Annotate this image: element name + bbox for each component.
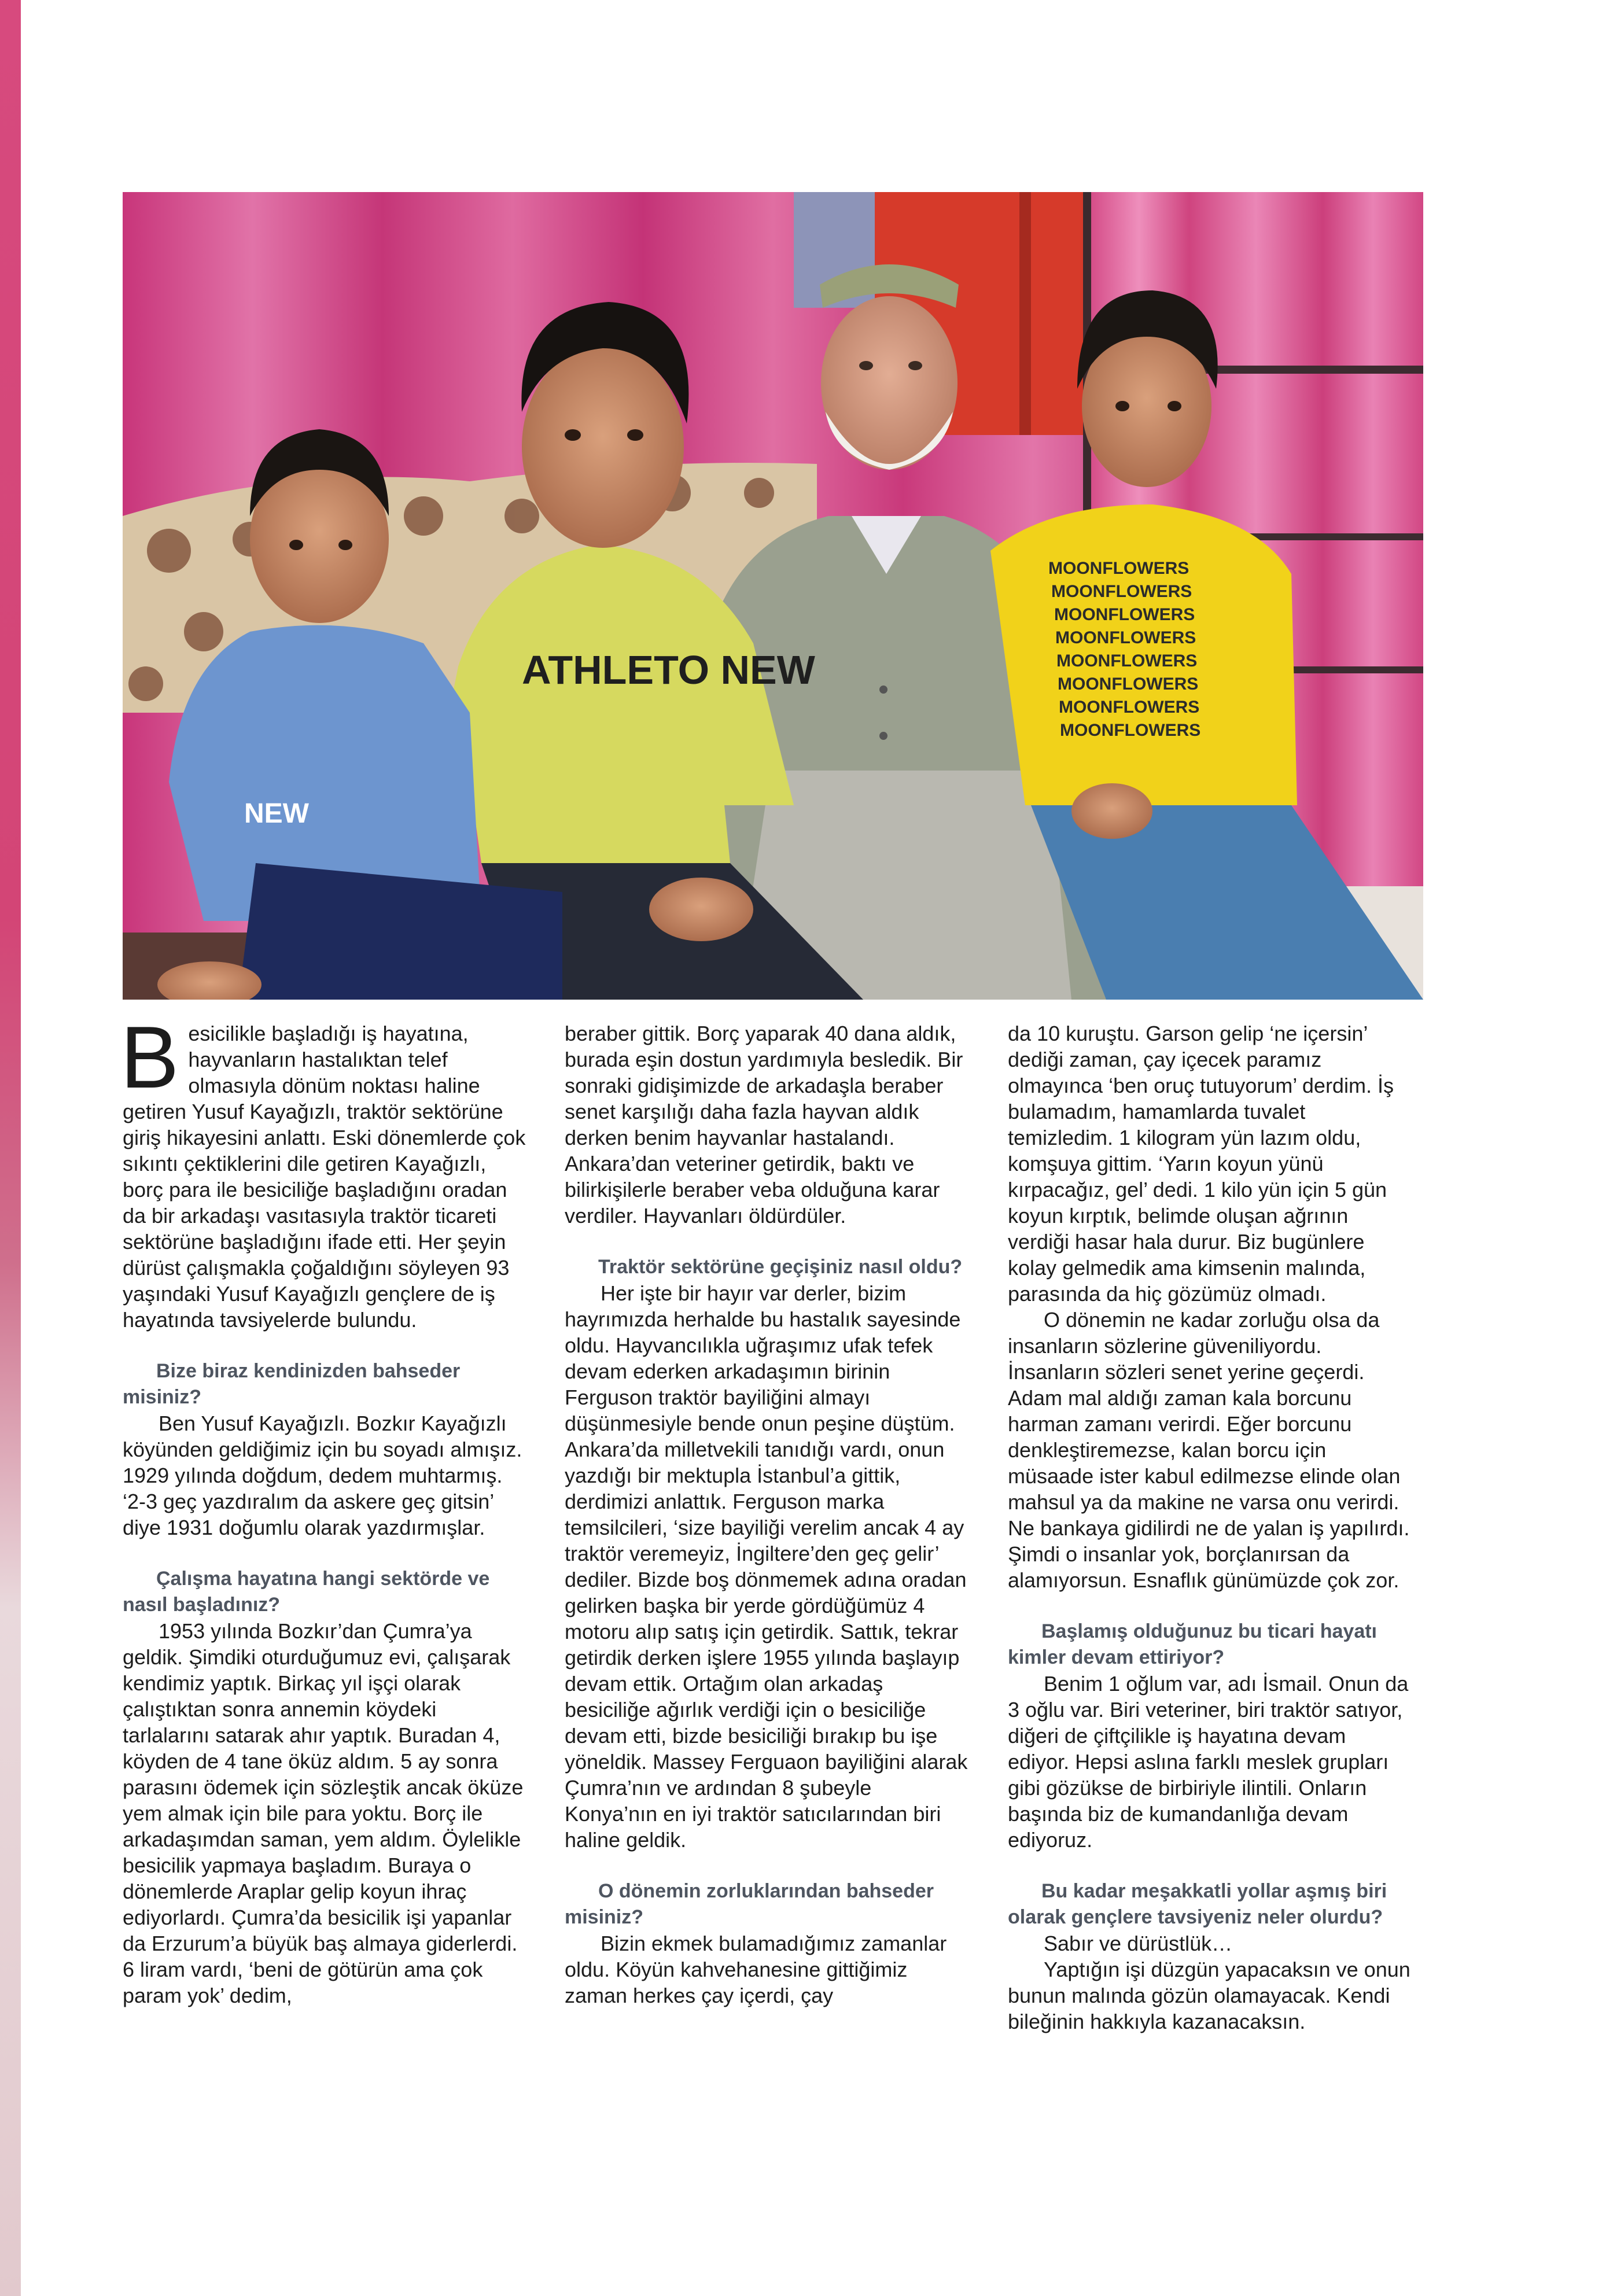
article-photo — [123, 192, 1423, 1000]
intro-paragraph — [120, 1008, 528, 1333]
answer-6-part-2: Yaptığın işi düzgün yapacaksın ve onun bunun malında gözün olamayacak. Kendi bileğinin hakkıyla kazanacaksın. — [1008, 1958, 1411, 2033]
answer-3: Her işte bir hayır var derler, bizim hayrımızda herhalde bu hastalık sayesinde oldu. Hayvancılıkla uğraşımız ufak tefek devam ederken arkadaşımın birinin Ferguson traktör bayiliğini almayı düşünmesiyle bende onun peşine düştüm. Ankara’da milletvekili tanıdığı vardı, onun yazdığı bir mektupla İstanbul’a gittik, derdimizi anlattık. Ferguson marka temsilcileri, ‘size bayiliği verelim ancak 4 ay traktör veremeyiz, İngiltere’den geç gelir’ dediler. Bizde boş dönmemek adına oradan gelirken başka bir yerde gördüğümüz 4 motoru alıp satış için getirdik. Sattık, tekrar getirdik derken işlere 1955 yılında başlayıp devam ettik. Ortağım olan arkadaş besiciliğe ağırlık verdiği için o besiciliğe devam etti, bizde besiciliği bırakıp bu işe yöneldik. Massey Ferguaon bayiliğini alarak Çumra’nın ve ardından 8 şubeyle Konya’nın en iyi traktör satıcılarından biri haline geldik. — [565, 1281, 968, 1852]
answer-2-part-1: 1953 yılında Bozkır’dan Çumra’ya geldik. Şimdiki oturduğumuz evi, çalışarak kendimiz yaptık. Birkaç yıl işçi olarak çalıştıktan sonra annemin köydeki tarlalarını satarak ahır yaptık. Buradan 4, köyden de 4 tane öküz aldım. 5 ay sonra parasını ödemek için sözleştik ancak öküze yem almak için bile para yoktu. Borç ile arkadaşımdan saman, yem aldım. Öylelikle besicilik yapmaya başladım. Buraya o dönemlerde Araplar gelip koyun ihraç ediyorlardı. Çumra’da besicilik işi yapanlar da Erzurum’a büyük baş almaya giderlerdi. 6 liram vardı, ‘beni de götürün ama çok param yok’ dedim, — [123, 1619, 524, 2007]
shirt-right-text-2: MOONFLOWERS — [1051, 582, 1192, 601]
answer-4-part-2: da 10 kuruştu. Garson gelip ‘ne içersin’ dediği zaman, çay içecek paramız olmayınca ‘ben oruç tutuyorum’ derdim. İş bulamadım, hamamlarda tuvalet temizledim. 1 kilogram yün lazım oldu, komşuya gittim. ‘Yarın koyun yünü kırpacağız, gel’ dedi. 1 kilo yün için 5 gün koyun kırptık, belimde oluşan ağrının verdiği hasar hala durur. Biz bugünlere kolay gelmedik ama kimsenin malında, parasında da hiç gözümüz olmadı. — [1008, 1022, 1394, 1306]
shirt-right-text-7: MOONFLOWERS — [1059, 698, 1200, 717]
photo-illustration — [123, 192, 1423, 1000]
question-3: Traktör sektörüne geçişiniz nasıl oldu? — [598, 1256, 963, 1278]
answer-4-part-3: O dönemin ne kadar zorluğu olsa da insanların sözlerine güveniliyordu. İnsanların sözleri senet yerine geçerdi. Adam mal aldığı zaman kala borcunu harman zamanı verirdi. Eğer borcunu denkleştiremezse, kalan borcu için müsaade ister kabul edilmezse elinde olan mahsul ya da makine ne varsa onu verirdi. Ne bankaya gidilirdi ne de yalan iş yapılırdı. Şimdi o insanlar yok, borçlanırsan da alamıyorsun. Esnaflık günümüzde çok zor. — [1008, 1308, 1410, 1592]
answer-5: Benim 1 oğlum var, adı İsmail. Onun da 3 oğlu var. Biri veteriner, biri traktör satıyor, diğeri de çiftçilikle iş hayatına devam ediyor. Hepsi aslına farklı meslek grupları gibi gözükse de birbiriyle ilintili. Onların başında biz de kumandanlığa devam ediyoruz. — [1008, 1672, 1409, 1852]
shirt-right-text-6: MOONFLOWERS — [1058, 675, 1199, 694]
page-edge-left — [0, 0, 21, 2296]
answer-2-part-2: beraber gittik. Borç yaparak 40 dana aldık, burada eşin dostun yardımıyla besledik. Bir sonraki gidişimizde de arkadaşla beraber senet karşılığı daha fazla hayvan aldık derken benim hayvanlar hastalandı. Ankara’dan veteriner getirdik, baktı ve bilirkişilerle beraber veba olduğuna karar verdiler. Hayvanları öldürdüler. — [565, 1022, 963, 1228]
dropcap-letter: B — [120, 1008, 179, 1107]
article-column-1 — [120, 1008, 528, 2008]
shirt-right-text-8: MOONFLOWERS — [1060, 721, 1201, 740]
question-4: O dönemin zorluklarından bahseder misiniz? — [565, 1880, 934, 1928]
answer-6-part-1: Sabır ve dürüstlük… — [1044, 1932, 1233, 1955]
shirt-right-text-5: MOONFLOWERS — [1056, 651, 1198, 670]
question-6: Bu kadar meşakkatli yollar aşmış biri olarak gençlere tavsiyeniz neler olurdu? — [1008, 1880, 1387, 1928]
shirt-right-text-4: MOONFLOWERS — [1055, 628, 1196, 647]
question-2: Çalışma hayatına hangi sektörde ve nasıl başladınız? — [123, 1568, 490, 1616]
answer-4-part-1: Bizin ekmek bulamadığımız zamanlar oldu. Köyün kahvehanesine gittiğimiz zaman herkes çay içerdi, çay — [565, 1932, 947, 2007]
intro-text: esicilikle başladığı iş hayatına, hayvanların hastalıktan telef olmasıyla dönüm noktası haline getiren Yusuf Kayağızlı, traktör sektörüne giriş hikayesini anlattı. Eski dönemlerde çok sıkıntı çektiklerini dile getiren Kayağızlı, borç para ile besiciliğe başladığını oradan da bir arkadaşı vasıtasıyla traktör ticareti sektörüne başladığını ifade etti. Her şeyin dürüst çalışmakla çoğaldığını söyleyen 93 yaşındaki Yusuf Kayağızlı gençlere de iş hayatında tavsiyelerde bulundu. — [123, 1022, 526, 1332]
question-1: Bize biraz kendinizden bahseder misiniz? — [123, 1360, 461, 1408]
answer-1: Ben Yusuf Kayağızlı. Bozkır Kayağızlı köyünden geldiğimiz için bu soyadı almışız. 1929 yılında doğdum, dedem muhtarmış. ‘2-3 geç yazdıralım da askere geç gitsin’ diye 1931 doğumlu olarak yazdırmışlar. — [123, 1411, 522, 1539]
question-5: Başlamış olduğunuz bu ticari hayatı kimler devam ettiriyor? — [1008, 1620, 1377, 1668]
shirt-middle-text: ATHLETO NEW — [522, 647, 815, 692]
shirt-right-text-3: MOONFLOWERS — [1054, 605, 1195, 624]
shirt-left-text: NEW — [244, 798, 309, 829]
article-column-3 — [1008, 1020, 1413, 2035]
shirt-right-text-1: MOONFLOWERS — [1048, 559, 1190, 578]
article-column-2 — [565, 1020, 970, 2008]
